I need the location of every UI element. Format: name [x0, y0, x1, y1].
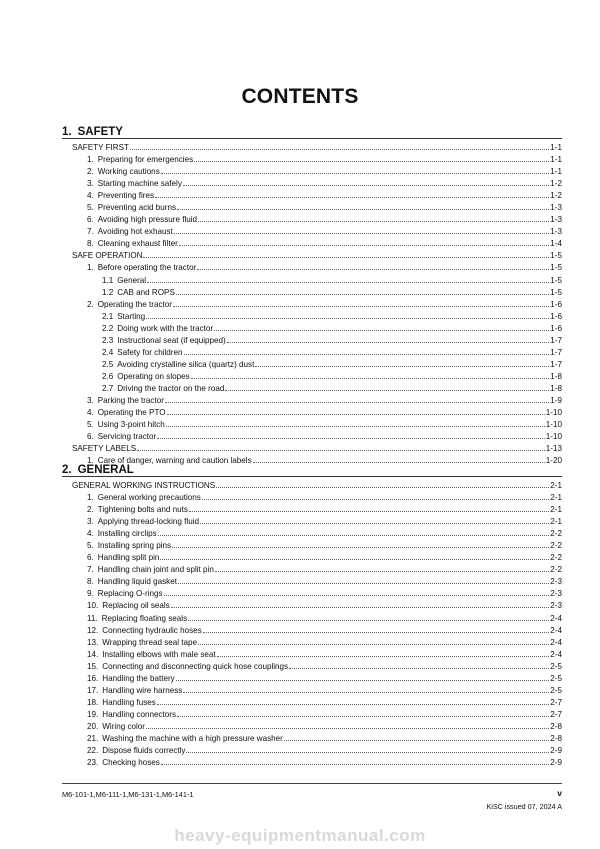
- toc-entry[interactable]: [62, 274, 562, 286]
- toc-entry-number: 10.: [87, 601, 99, 611]
- toc-entry-number: 12.: [87, 625, 99, 635]
- section-title: SAFETY: [77, 126, 123, 138]
- footer-issue: KiSC issued 07, 2024 A: [486, 802, 562, 811]
- toc-entry[interactable]: [62, 165, 562, 177]
- toc-entry-number: 2.3: [102, 335, 114, 345]
- toc-entry-label: Care of danger, warning and caution labels: [97, 456, 252, 466]
- toc-entry-page: 1-5: [550, 287, 562, 297]
- dot-leader: [176, 672, 550, 681]
- dot-leader: [186, 744, 549, 753]
- toc-entry-page: 1-10: [545, 408, 562, 418]
- toc-entry-page: 2-9: [550, 746, 562, 756]
- toc-entry-page: 1-7: [550, 359, 562, 369]
- toc-entry[interactable]: [62, 648, 562, 660]
- page-title: CONTENTS: [241, 85, 359, 108]
- toc-entry-number: 7.: [87, 227, 94, 237]
- dot-leader: [189, 503, 549, 512]
- dot-leader: [165, 394, 549, 403]
- dot-leader: [157, 430, 545, 439]
- toc-entry-number: 19.: [87, 709, 99, 719]
- toc-entry-label: Servicing tractor: [97, 432, 157, 442]
- toc-entry-number: 17.: [87, 685, 99, 695]
- footer-models: M6-101-1,M6-111-1,M6-131-1,M6-141-1: [62, 790, 194, 799]
- toc-entry-title: [87, 757, 160, 769]
- toc-entry-page: 1-1: [550, 167, 562, 177]
- dot-leader: [179, 237, 549, 246]
- dot-leader: [143, 249, 549, 258]
- toc-entry-label: Connecting hydraulic hoses: [102, 625, 202, 635]
- toc-entry[interactable]: [62, 744, 562, 756]
- dot-leader: [164, 587, 550, 596]
- dot-leader: [137, 442, 545, 451]
- toc-entry-page: 2-8: [550, 733, 562, 743]
- toc-entry[interactable]: [62, 599, 562, 611]
- toc-entry[interactable]: [62, 213, 562, 225]
- toc-entry-label: Handling fuses: [102, 697, 156, 707]
- toc-entry-number: 5.: [87, 541, 94, 551]
- toc-entry-label: Operating the PTO: [97, 408, 166, 418]
- toc-entry-page: 2-5: [550, 673, 562, 683]
- toc-entry-number: 2.5: [102, 359, 114, 369]
- dot-leader: [160, 551, 549, 560]
- toc-entry-label: Handling connectors: [102, 709, 177, 719]
- toc-entry-label: CAB and ROPS: [117, 287, 175, 297]
- toc-entry-page: 2-1: [550, 517, 562, 527]
- dot-leader: [161, 756, 549, 765]
- toc-entry-number: 20.: [87, 721, 99, 731]
- dot-leader: [197, 261, 549, 270]
- dot-leader: [171, 599, 550, 608]
- dot-leader: [194, 153, 549, 162]
- toc-entry-page: 1-6: [550, 323, 562, 333]
- toc-entry-label: Washing the machine with a high pressure washer: [102, 733, 283, 743]
- toc-entry-page: 1-1: [550, 155, 562, 165]
- section-title: GENERAL: [77, 464, 134, 476]
- dot-leader: [255, 358, 549, 367]
- dot-leader: [176, 286, 549, 295]
- toc-entry[interactable]: [62, 430, 562, 442]
- toc-entry-label: Before operating the tractor: [97, 263, 197, 273]
- toc-entry-number: 7.: [87, 565, 94, 575]
- toc-entry[interactable]: [62, 394, 562, 406]
- dot-leader: [214, 322, 549, 331]
- toc-entry[interactable]: [62, 732, 562, 744]
- toc-entry-label: Doing work with the tractor: [117, 323, 214, 333]
- toc-entry[interactable]: [62, 756, 562, 768]
- dot-leader: [177, 708, 549, 717]
- dot-leader: [146, 720, 549, 729]
- toc-entry-label: General working precautions: [97, 493, 201, 503]
- section-number: 2.: [62, 464, 72, 476]
- toc-entry[interactable]: [62, 587, 562, 599]
- dot-leader: [158, 527, 550, 536]
- toc-entry[interactable]: [62, 491, 562, 503]
- toc-entry[interactable]: [62, 708, 562, 720]
- toc-entry-number: 16.: [87, 673, 99, 683]
- toc-entry[interactable]: [62, 310, 562, 322]
- toc-entry[interactable]: [62, 153, 562, 165]
- toc-entry-page: 1-20: [545, 456, 562, 466]
- toc-entry-page: 1-3: [550, 203, 562, 213]
- toc-entry-label: GENERAL WORKING INSTRUCTIONS: [72, 481, 216, 490]
- toc-entry-label: Handling split pin: [97, 553, 160, 563]
- toc-entry-page: 2-4: [550, 625, 562, 635]
- toc-entry-number: 2.: [87, 505, 94, 515]
- toc-entry[interactable]: [62, 612, 562, 624]
- watermark: heavy-equipmentmanual.com: [174, 826, 426, 845]
- toc-entry-number: 1.: [87, 456, 94, 466]
- dot-leader: [183, 684, 549, 693]
- toc-entry[interactable]: [62, 346, 562, 358]
- toc-entry-page: 2-2: [550, 565, 562, 575]
- toc-entry-label: Wrapping thread seal tape: [102, 637, 198, 647]
- toc-entry-page: 1-13: [545, 444, 562, 454]
- toc-entry-page: 1-7: [550, 335, 562, 345]
- dot-leader: [147, 274, 549, 283]
- dot-leader: [227, 334, 550, 343]
- dot-leader: [130, 141, 549, 150]
- toc-entry[interactable]: [62, 696, 562, 708]
- toc-entry-page: 1-8: [550, 371, 562, 381]
- toc-entry-page: 2-1: [550, 505, 562, 515]
- toc-entry-number: 1.: [87, 155, 94, 165]
- dot-leader: [198, 636, 549, 645]
- toc-entry[interactable]: [62, 660, 562, 672]
- toc-entry-label: Preventing fires: [97, 191, 154, 201]
- dot-leader: [284, 732, 549, 741]
- toc-entry-label: Handling wire harness: [102, 685, 183, 695]
- toc-entry-label: Cleaning exhaust filter: [97, 239, 178, 249]
- toc-entry-label: Driving the tractor on the road: [117, 383, 225, 393]
- toc-entry-page: 2-3: [550, 589, 562, 599]
- dot-leader: [155, 189, 549, 198]
- toc-entry-label: Operating the tractor: [97, 299, 172, 309]
- toc-entry-page: 1-10: [545, 420, 562, 430]
- toc-entry[interactable]: [62, 551, 562, 563]
- toc-entry[interactable]: [62, 684, 562, 696]
- toc-entry-label: Safety for children: [117, 347, 183, 357]
- toc-list: [62, 141, 562, 466]
- toc-entry-number: 2.4: [102, 347, 114, 357]
- toc-entry-page: 2-4: [550, 637, 562, 647]
- toc-entry-number: 22.: [87, 746, 99, 756]
- dot-leader: [188, 612, 549, 621]
- toc-entry[interactable]: [62, 358, 562, 370]
- toc-entry-label: Applying thread-locking fluid: [97, 517, 199, 527]
- toc-entry[interactable]: [62, 334, 562, 346]
- toc-entry-label: SAFE OPERATION: [72, 251, 143, 261]
- toc-entry[interactable]: [62, 286, 562, 298]
- dot-leader: [157, 696, 549, 705]
- toc-entry-number: 2.: [87, 299, 94, 309]
- toc-entry[interactable]: [62, 141, 562, 153]
- toc-entry-label: Wiring color: [102, 721, 145, 731]
- toc-entry-number: 18.: [87, 697, 99, 707]
- toc-entry[interactable]: [62, 720, 562, 732]
- toc-entry-number: 11.: [87, 613, 98, 623]
- toc-entry-number: 6.: [87, 432, 94, 442]
- toc-entry-page: 2-3: [550, 577, 562, 587]
- toc-entry-number: 15.: [87, 661, 99, 671]
- toc-entry[interactable]: [62, 503, 562, 515]
- toc-entry-page: 2-5: [550, 685, 562, 695]
- toc-entry[interactable]: [62, 479, 562, 491]
- toc-entry-label: Handling liquid gasket: [97, 577, 177, 587]
- dot-leader: [166, 418, 545, 427]
- toc-entry[interactable]: [62, 201, 562, 213]
- toc-entry-label: Starting machine safely: [97, 179, 182, 189]
- toc-entry-label: Installing elbows with male seat: [102, 649, 216, 659]
- toc-entry-number: 3.: [87, 395, 94, 405]
- toc-entry-page: 1-2: [550, 191, 562, 201]
- toc-entry-number: 6.: [87, 215, 94, 225]
- toc-entry-label: Operating on slopes: [117, 371, 190, 381]
- toc-entry-number: 8.: [87, 577, 94, 587]
- section-number: 1.: [62, 126, 72, 138]
- dot-leader: [191, 370, 550, 379]
- toc-entry-label: Working cautions: [97, 167, 160, 177]
- toc-entry-label: Installing circlips: [97, 529, 157, 539]
- toc-entry[interactable]: [62, 261, 562, 273]
- toc-entry[interactable]: [62, 575, 562, 587]
- toc-entry[interactable]: [62, 672, 562, 684]
- toc-entry-label: Replacing oil seals: [102, 601, 170, 611]
- dot-leader: [289, 660, 549, 669]
- toc-entry[interactable]: [62, 563, 562, 575]
- toc-entry-number: 2.2: [102, 323, 114, 333]
- dot-leader: [202, 491, 550, 500]
- toc-entry-number: 2.7: [102, 383, 114, 393]
- toc-entry-number: 4.: [87, 408, 94, 418]
- toc-entry-label: Avoiding high pressure fluid: [97, 215, 198, 225]
- toc-entry-page: 1-1: [550, 143, 562, 152]
- dot-leader: [225, 382, 549, 391]
- toc-entry-number: 4.: [87, 191, 94, 201]
- toc-entry-page: 1-10: [545, 432, 562, 442]
- toc-entry-page: 2-7: [550, 709, 562, 719]
- toc-entry-page: 1-5: [550, 275, 562, 285]
- toc-entry-page: 1-4: [550, 239, 562, 249]
- toc-entry-page: 2-2: [550, 553, 562, 563]
- dot-leader: [216, 479, 549, 488]
- toc-entry-page: 2-1: [550, 493, 562, 503]
- toc-entry-number: 21.: [87, 733, 99, 743]
- toc-entry-label: Connecting and disconnecting quick hose couplings: [102, 661, 289, 671]
- toc-entry-label: SAFETY LABELS: [72, 444, 137, 454]
- dot-leader: [184, 346, 550, 355]
- toc-entry-label: Installing spring pins: [97, 541, 172, 551]
- toc-entry-number: 2.6: [102, 371, 114, 381]
- toc-entry[interactable]: [62, 515, 562, 527]
- toc-entry-number: 23.: [87, 758, 99, 768]
- toc-entry-label: Handling chain joint and split pin: [97, 565, 214, 575]
- dot-leader: [161, 165, 550, 174]
- toc-entry-number: 4.: [87, 529, 94, 539]
- dot-leader: [178, 575, 549, 584]
- toc-entry[interactable]: [62, 636, 562, 648]
- toc-entry[interactable]: [62, 527, 562, 539]
- dot-leader: [215, 563, 549, 572]
- toc-entry-page: 1-3: [550, 215, 562, 225]
- toc-entry-page: 1-2: [550, 179, 562, 189]
- toc-entry-page: 1-8: [550, 383, 562, 393]
- dot-leader: [203, 624, 550, 633]
- section-heading: [62, 463, 562, 477]
- dot-leader: [183, 177, 549, 186]
- toc-entry-label: Replacing floating seals: [101, 613, 188, 623]
- toc-entry[interactable]: [62, 189, 562, 201]
- dot-leader: [198, 213, 549, 222]
- toc-entry-label: Avoiding crystalline silica (quartz) dust: [117, 359, 255, 369]
- dot-leader: [200, 515, 549, 524]
- toc-entry-page: 2-2: [550, 529, 562, 539]
- dot-leader: [172, 539, 549, 548]
- toc-entry-page: 2-8: [550, 721, 562, 731]
- toc-entry[interactable]: [62, 370, 562, 382]
- toc-entry-label: Instructional seat (if equipped): [117, 335, 226, 345]
- toc-entry-label: Preparing for emergencies: [97, 155, 194, 165]
- toc-entry[interactable]: [62, 225, 562, 237]
- toc-entry-number: 13.: [87, 637, 99, 647]
- toc-entry-page: 2-2: [550, 541, 562, 551]
- toc-entry-label: Handling the battery: [102, 673, 175, 683]
- toc-entry-page: 1-9: [550, 395, 562, 405]
- toc-entry-number: 1.: [87, 493, 94, 503]
- dot-leader: [253, 454, 545, 463]
- toc-entry-page: 2-5: [550, 661, 562, 671]
- toc-entry-label: SAFETY FIRST: [72, 143, 129, 152]
- toc-entry-page: 2-1: [550, 481, 562, 490]
- toc-entry-number: 1.2: [102, 287, 114, 297]
- toc-entry-page: 1-3: [550, 227, 562, 237]
- toc-section-general: [62, 463, 562, 768]
- footer-page-number: v: [557, 788, 562, 798]
- toc-entry-page: 2-4: [550, 613, 562, 623]
- toc-entry-page: 2-9: [550, 758, 562, 768]
- toc-entry-label: Dispose fluids correctly: [102, 746, 186, 756]
- toc-list: [62, 479, 562, 768]
- toc-entry-number: 6.: [87, 553, 94, 563]
- toc-entry[interactable]: [62, 249, 562, 261]
- toc-entry[interactable]: [62, 298, 562, 310]
- toc-entry-page: 1-6: [550, 311, 562, 321]
- toc-entry[interactable]: [62, 322, 562, 334]
- toc-entry[interactable]: [62, 442, 562, 454]
- toc-entry-label: Replacing O-rings: [97, 589, 163, 599]
- toc-entry-number: 5.: [87, 420, 94, 430]
- toc-entry[interactable]: [62, 406, 562, 418]
- toc-entry[interactable]: [62, 539, 562, 551]
- toc-entry-page: 1-5: [550, 251, 562, 261]
- toc-entry[interactable]: [62, 382, 562, 394]
- toc-section-safety: [62, 125, 562, 466]
- toc-entry-number: 1.: [87, 263, 94, 273]
- toc-entry-page: 2-3: [550, 601, 562, 611]
- toc-entry-number: 9.: [87, 589, 94, 599]
- toc-entry-label: Avoiding hot exhaust: [97, 227, 173, 237]
- toc-entry-label: Starting: [117, 311, 146, 321]
- toc-entry-number: 14.: [87, 649, 99, 659]
- toc-entry-page: 1-6: [550, 299, 562, 309]
- dot-leader: [177, 201, 549, 210]
- dot-leader: [217, 648, 550, 657]
- toc-entry-label: Tightening bolts and nuts: [97, 505, 188, 515]
- toc-entry-number: 8.: [87, 239, 94, 249]
- toc-entry-label: General: [117, 275, 147, 285]
- toc-entry-page: 1-7: [550, 347, 562, 357]
- toc-entry-label: Checking hoses: [102, 758, 160, 768]
- toc-entry-page: 1-5: [550, 263, 562, 273]
- dot-leader: [174, 225, 550, 234]
- dot-leader: [167, 406, 545, 415]
- toc-entry-number: 2.1: [102, 311, 114, 321]
- section-heading: [62, 125, 562, 139]
- toc-entry-page: 2-4: [550, 649, 562, 659]
- dot-leader: [146, 310, 549, 319]
- toc-entry-number: 3.: [87, 517, 94, 527]
- toc-entry-label: Using 3-point hitch: [97, 420, 165, 430]
- toc-entry[interactable]: [62, 624, 562, 636]
- toc-entry-number: 3.: [87, 179, 94, 189]
- toc-entry-number: 2.: [87, 167, 94, 177]
- toc-entry[interactable]: [62, 237, 562, 249]
- toc-entry-page: 2-7: [550, 697, 562, 707]
- toc-entry-label: Parking the tractor: [97, 395, 164, 405]
- toc-entry[interactable]: [62, 418, 562, 430]
- footer-divider: [62, 783, 562, 784]
- toc-entry-label: Preventing acid burns: [97, 203, 177, 213]
- dot-leader: [173, 298, 549, 307]
- toc-entry-number: 5.: [87, 203, 94, 213]
- toc-entry-number: 1.1: [102, 275, 114, 285]
- toc-entry[interactable]: [62, 177, 562, 189]
